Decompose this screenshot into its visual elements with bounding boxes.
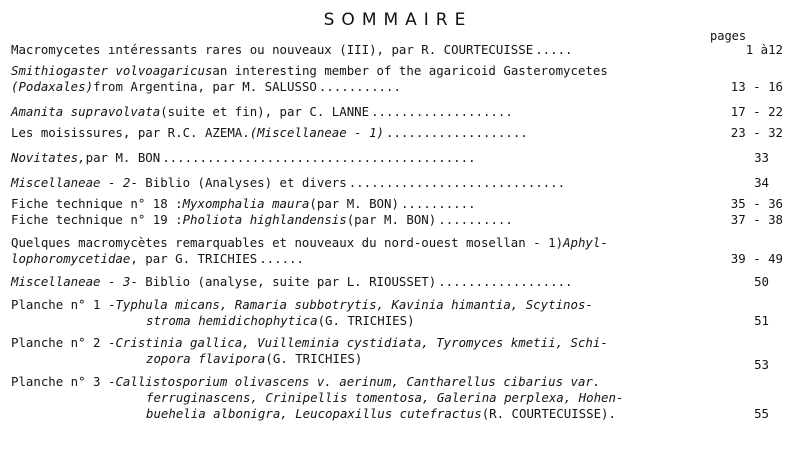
toc-entry: [11, 104, 783, 120]
page-number: 55: [754, 406, 769, 421]
entry-species: (Podaxales): [11, 79, 94, 94]
entry-author: (R. COURTECUISSE).: [481, 406, 616, 421]
entry-text: - Biblio (Analyses) et divers: [130, 175, 347, 190]
entry-series: (Miscellaneae - 1): [249, 125, 384, 140]
entry-author: (G. TRICHIES): [265, 351, 363, 366]
entry-species: zopora flavipora: [146, 351, 266, 366]
page-number: 23 - 32: [730, 125, 783, 140]
toc-entry: [11, 274, 783, 290]
page-number: 51: [754, 313, 769, 328]
toc-entry: [11, 150, 783, 166]
plate-label: Planche n° 1 -: [11, 297, 116, 312]
entry-text: an interesting member of the agaricoid Gasteromycetes: [212, 63, 608, 78]
entry-taxon: lophoromycetidae: [11, 251, 131, 266]
entry-taxon: Aphyl-: [563, 235, 608, 250]
page-number: 39 - 49: [730, 251, 783, 266]
entry-series: Miscellaneae - 2: [11, 175, 131, 190]
entry-text: Macromycetes ıntéressants rares ou nouveaux (III), par R. COURTECUISSE: [11, 42, 534, 57]
page-number: 37 - 38: [730, 212, 783, 227]
page-number: 34: [754, 175, 769, 190]
entry-text: - Biblio (analyse, suite par L. RIOUSSET): [130, 274, 437, 289]
entry-species: Amanita supravolvata: [11, 104, 161, 119]
toc-entry: [11, 42, 783, 58]
entry-species: Typhula micans, Ramaria subbotrytis, Kavinia himantia, Scytinos-: [115, 297, 593, 312]
toc-entry: [11, 297, 783, 329]
dot-leader: ...........: [318, 79, 401, 94]
entry-species: Smithiogaster volvoagaricus: [11, 63, 213, 78]
page-number: 50: [754, 274, 769, 289]
dot-leader: ..........: [438, 212, 513, 227]
dot-leader: .....: [535, 42, 573, 57]
dot-leader: .............................: [348, 175, 566, 190]
dot-leader: ...................: [371, 104, 513, 119]
dot-leader: ......: [259, 251, 304, 266]
page-number: 17 - 22: [730, 104, 783, 119]
entry-species: ferruginascens, Crinipellis tomentosa, Galerina perplexa, Hohen-: [146, 390, 624, 405]
toc-entry: [11, 335, 783, 372]
entry-species: Callistosporium olivascens v. aerinum, Cantharellus cibarius var.: [115, 374, 601, 389]
page-number: 13 - 16: [730, 79, 783, 94]
entry-species: Pholiota highlandensis: [182, 212, 347, 227]
page-number: 53: [754, 357, 769, 372]
dot-leader: ...................: [386, 125, 528, 140]
entry-text: Fiche technique n° 18 :: [11, 196, 183, 211]
entry-series: Novitates,: [11, 150, 86, 165]
entry-text: Les moisissures, par R.C. AZEMA.: [11, 125, 250, 140]
entry-author: (par M. BON): [346, 212, 437, 227]
page-number: 33: [754, 150, 769, 165]
entry-text: par M. BON: [85, 150, 161, 165]
dot-leader: ...........................: [416, 313, 618, 328]
entry-series: Miscellaneae - 3: [11, 274, 131, 289]
dot-leader: ..................: [438, 274, 573, 289]
entry-species: Cristinia gallica, Vuilleminia cystidiata, Tyromyces kmetii, Schi-: [115, 335, 608, 350]
page-number: 1 à12: [745, 42, 783, 57]
toc-entry: [11, 374, 783, 422]
pages-column-header: pages: [710, 29, 747, 43]
toc-entry: [11, 235, 783, 267]
toc-entry: [11, 212, 783, 228]
entry-author: (par M. BON): [309, 196, 399, 211]
dot-leader: ..........: [400, 196, 476, 211]
page-number: 35 - 36: [730, 196, 783, 211]
entry-species: buehelia albonigra, Leucopaxillus cutefractus: [146, 406, 482, 421]
toc-entry: [11, 196, 783, 212]
entry-text: from Argentina, par M. SALUSSO: [93, 79, 317, 94]
entry-text: (suite et fin), par C. LANNE: [160, 104, 370, 119]
plate-label: Planche n° 2 -: [11, 335, 116, 350]
toc-entry: [11, 125, 783, 141]
dot-leader: .........................: [364, 351, 551, 366]
entry-author: , par G. TRICHIES: [130, 251, 258, 266]
entry-author: (G. TRICHIES): [317, 313, 415, 328]
toc-entry: [11, 175, 783, 191]
dot-leader: ..........................................: [162, 150, 476, 165]
plate-label: Planche n° 3 -: [11, 374, 116, 389]
entry-species: stroma hemidichophytica: [146, 313, 318, 328]
toc-entry: [11, 63, 783, 95]
entry-text: Fiche technique n° 19 :: [11, 212, 183, 227]
entry-species: Myxomphalia maura: [182, 196, 310, 211]
entry-text: Quelques macromycètes remarquables et nouveaux du nord-ouest mosellan - 1): [11, 235, 564, 250]
page-title: SOMMAIRE: [323, 10, 473, 30]
